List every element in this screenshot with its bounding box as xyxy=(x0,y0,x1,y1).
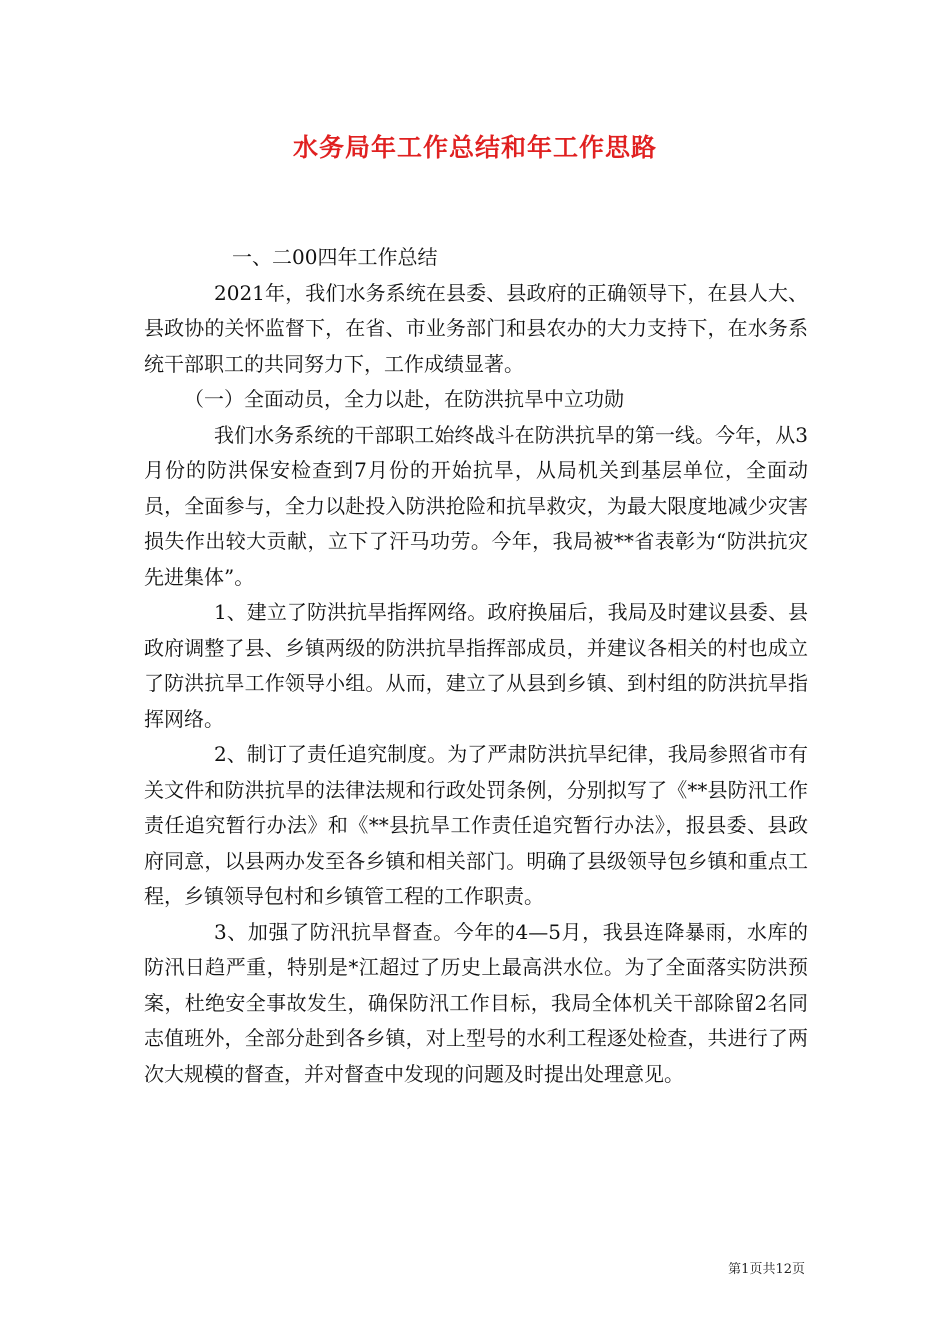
paragraph: 2021年，我们水务系统在县委、县政府的正确领导下，在县人大、县政协的关怀监督下，在省、市业务部门和县农办的大力支持下，在水务系统干部职工的共同努力下，工作成绩显著。 xyxy=(144,280,808,376)
section-heading: 一、二00四年工作总结 xyxy=(232,245,438,269)
paragraph: 2、制订了责任追究制度。为了严肃防洪抗旱纪律，我局参照省市有关文件和防洪抗旱的法律法规和行政处罚条例，分别拟写了《**县防汛工作责任追究暂行办法》和《**县抗旱工作责任追究暂行办法》，报县委、县政府同意，以县两办发至各乡镇和相关部门。明确了县级领导包乡镇和重点工程，乡镇领导包村和乡镇管工程的工作职责。 xyxy=(144,742,808,908)
document-body xyxy=(144,240,808,1092)
paragraph: 1、建立了防洪抗旱指挥网络。政府换届后，我局及时建议县委、县政府调整了县、乡镇两级的防洪抗旱指挥部成员，并建议各相关的村也成立了防洪抗旱工作领导小组。从而，建立了从县到乡镇、到村组的防洪抗旱指挥网络。 xyxy=(144,600,808,731)
page-number: 第1页共12页 xyxy=(728,1262,805,1277)
subsection-heading: （一）全面动员，全力以赴，在防洪抗旱中立功勋 xyxy=(184,387,624,411)
paragraph: 3、加强了防汛抗旱督查。今年的4—5月，我县连降暴雨，水库的防汛日趋严重，特别是*江超过了历史上最高洪水位。为了全面落实防洪预案，杜绝安全事故发生，确保防汛工作目标，我局全体机关干部除留2名同志值班外，全部分赴到各乡镇，对上型号的水利工程逐处检查，共进行了两次大规模的督查，并对督查中发现的问题及时提出处理意见。 xyxy=(144,919,808,1086)
paragraph: 我们水务系统的干部职工始终战斗在防洪抗旱的第一线。今年，从3月份的防洪保安检查到7月份的开始抗旱，从局机关到基层单位，全面动员，全面参与，全力以赴投入防洪抢险和抗旱救灾，为最大限度地减少灾害损失作出较大贡献，立下了汗马功劳。今年，我局被**省表彰为“防洪抗灾先进集体”。 xyxy=(144,422,808,589)
document-title: 水务局年工作总结和年工作思路 xyxy=(292,133,657,162)
